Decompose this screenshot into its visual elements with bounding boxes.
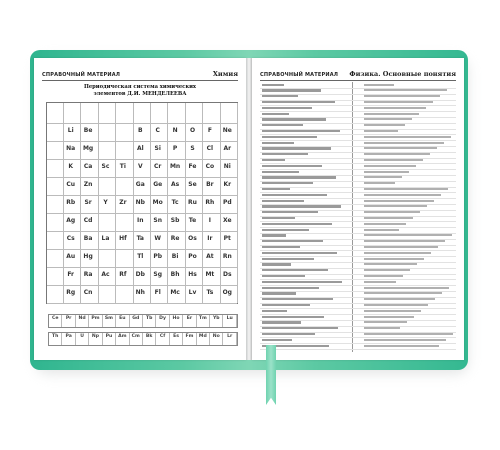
formula-text bbox=[262, 298, 333, 300]
element-symbol: Ga bbox=[135, 181, 145, 188]
formula-text bbox=[262, 339, 292, 341]
formula-description bbox=[364, 124, 405, 126]
formula-text bbox=[262, 182, 313, 184]
element-symbol: Os bbox=[188, 235, 197, 242]
element-symbol: Pr bbox=[62, 315, 75, 327]
element-symbol: Lv bbox=[188, 289, 197, 296]
element-symbol: Ne bbox=[222, 127, 232, 134]
element-symbol: F bbox=[207, 127, 212, 134]
formula-description bbox=[364, 200, 434, 202]
table-gridline bbox=[47, 249, 237, 250]
formula-text bbox=[262, 124, 303, 126]
table-gridline bbox=[47, 195, 237, 196]
element-symbol: Sb bbox=[170, 217, 180, 224]
element-symbol: Au bbox=[66, 253, 76, 260]
formula-description bbox=[364, 95, 440, 97]
element-symbol: Mc bbox=[170, 289, 180, 296]
element-symbol: Mo bbox=[152, 199, 163, 206]
element-symbol: Cn bbox=[83, 289, 93, 296]
formula-text bbox=[262, 130, 340, 132]
element-symbol: Li bbox=[67, 127, 74, 134]
element-symbol: W bbox=[154, 235, 161, 242]
formula-text bbox=[262, 153, 308, 155]
element-symbol: O bbox=[189, 127, 196, 134]
formula-text bbox=[262, 176, 336, 178]
formula-description bbox=[364, 142, 444, 144]
formula-description bbox=[364, 101, 433, 103]
formula-description bbox=[364, 118, 412, 120]
element-symbol: Th bbox=[49, 333, 62, 345]
table-gridline bbox=[47, 285, 237, 286]
element-symbol: Db bbox=[135, 271, 145, 278]
formula-text bbox=[262, 84, 284, 86]
element-symbol: Sm bbox=[103, 315, 116, 327]
element-symbol: Eu bbox=[116, 315, 129, 327]
element-symbol: Rn bbox=[222, 253, 232, 260]
element-symbol: S bbox=[190, 145, 195, 152]
element-symbol: Cr bbox=[154, 163, 162, 170]
formula-text bbox=[262, 136, 317, 138]
element-symbol: Ta bbox=[136, 235, 144, 242]
left-page bbox=[34, 58, 246, 360]
element-symbol: Pb bbox=[153, 253, 163, 260]
right-header-subject: Физика. Основные понятия bbox=[349, 70, 456, 78]
formula-text bbox=[262, 211, 318, 213]
formula-description bbox=[364, 275, 403, 277]
formula-text bbox=[262, 113, 289, 115]
lanthanides-row bbox=[48, 314, 238, 328]
formula-text bbox=[262, 281, 342, 283]
right-page-header bbox=[260, 66, 456, 81]
formula-description bbox=[364, 252, 431, 254]
element-symbol: Nd bbox=[76, 315, 89, 327]
element-symbol: Rf bbox=[119, 271, 127, 278]
element-symbol: Fm bbox=[183, 333, 196, 345]
actinides-row bbox=[48, 332, 238, 346]
element-symbol: Lu bbox=[223, 315, 236, 327]
table-gridline bbox=[47, 213, 237, 214]
formula-text bbox=[262, 217, 295, 219]
formula-description bbox=[364, 147, 437, 149]
formula-description bbox=[364, 345, 439, 347]
element-symbol: Ds bbox=[223, 271, 232, 278]
table-gridline bbox=[47, 303, 237, 304]
formula-text bbox=[262, 107, 312, 109]
formula-description bbox=[364, 310, 421, 312]
formula-text bbox=[262, 188, 290, 190]
formula-description bbox=[364, 292, 442, 294]
formula-text bbox=[262, 229, 309, 231]
right-header-label: СПРАВОЧНЫЙ МАТЕРИАЛ bbox=[260, 72, 339, 78]
formula-text bbox=[262, 223, 332, 225]
formula-description bbox=[364, 89, 447, 91]
formula-text bbox=[262, 263, 291, 265]
element-symbol: Ba bbox=[83, 235, 93, 242]
formula-description bbox=[364, 107, 426, 109]
element-symbol: Br bbox=[206, 181, 214, 188]
formula-description bbox=[364, 287, 449, 289]
element-symbol: Re bbox=[170, 235, 180, 242]
element-symbol: Pu bbox=[103, 333, 116, 345]
element-symbol: Lr bbox=[223, 333, 236, 345]
formula-description bbox=[364, 281, 396, 283]
element-symbol: B bbox=[138, 127, 143, 134]
formula-description bbox=[364, 153, 430, 155]
element-symbol: Ca bbox=[83, 163, 93, 170]
element-symbol: Cu bbox=[66, 181, 76, 188]
table-gridline bbox=[47, 159, 237, 160]
formula-text bbox=[262, 310, 287, 312]
element-symbol: Ar bbox=[223, 145, 232, 152]
formula-text bbox=[262, 89, 321, 91]
formula-text bbox=[262, 258, 314, 260]
formula-text bbox=[262, 292, 296, 294]
element-symbol: Na bbox=[66, 145, 76, 152]
formula-text bbox=[262, 327, 338, 329]
element-symbol: Ac bbox=[101, 271, 110, 278]
element-symbol: Cm bbox=[130, 333, 143, 345]
element-symbol: Be bbox=[83, 127, 93, 134]
element-symbol: Bk bbox=[143, 333, 156, 345]
element-symbol: Fe bbox=[188, 163, 197, 170]
formula-description bbox=[364, 171, 409, 173]
element-symbol: Gd bbox=[130, 315, 143, 327]
formula-line bbox=[260, 343, 456, 350]
table-gridline bbox=[47, 177, 237, 178]
formula-description bbox=[364, 211, 420, 213]
element-symbol: Ts bbox=[206, 289, 214, 296]
right-page bbox=[252, 58, 464, 360]
formula-description bbox=[364, 333, 453, 335]
element-symbol: In bbox=[137, 217, 144, 224]
element-symbol: Rg bbox=[66, 289, 76, 296]
element-symbol: Yb bbox=[210, 315, 223, 327]
element-symbol: Ag bbox=[66, 217, 76, 224]
element-symbol: Dy bbox=[156, 315, 169, 327]
bookmark-ribbon bbox=[266, 345, 276, 405]
element-symbol: Mg bbox=[82, 145, 94, 152]
element-symbol: Rb bbox=[66, 199, 76, 206]
formula-description bbox=[364, 159, 423, 161]
element-symbol: Bh bbox=[170, 271, 180, 278]
element-symbol: Sn bbox=[153, 217, 162, 224]
element-symbol: Sc bbox=[101, 163, 110, 170]
element-symbol: Fr bbox=[67, 271, 75, 278]
element-symbol: K bbox=[68, 163, 74, 170]
element-symbol: Tm bbox=[197, 315, 210, 327]
formula-description bbox=[364, 136, 451, 138]
element-symbol: Sg bbox=[153, 271, 162, 278]
element-symbol: Ra bbox=[83, 271, 93, 278]
element-symbol: Zn bbox=[83, 181, 93, 188]
formula-text bbox=[262, 147, 331, 149]
formula-description bbox=[364, 258, 424, 260]
formula-description bbox=[364, 234, 452, 236]
formula-description bbox=[364, 263, 417, 265]
formula-text bbox=[262, 246, 300, 248]
formula-text bbox=[262, 200, 304, 202]
formula-text bbox=[262, 333, 315, 335]
element-symbol: Bi bbox=[171, 253, 179, 260]
element-symbol: At bbox=[206, 253, 214, 260]
formula-description bbox=[364, 130, 398, 132]
element-symbol: Hg bbox=[83, 253, 93, 260]
element-symbol: Fl bbox=[154, 289, 161, 296]
formula-description bbox=[364, 246, 438, 248]
element-symbol: Hf bbox=[119, 235, 127, 242]
element-symbol: Se bbox=[188, 181, 197, 188]
formula-description bbox=[364, 165, 416, 167]
formula-description bbox=[364, 84, 394, 86]
element-symbol: Co bbox=[205, 163, 215, 170]
element-symbol: Sr bbox=[84, 199, 92, 206]
formula-description bbox=[364, 321, 407, 323]
formula-text bbox=[262, 304, 310, 306]
element-symbol: Nb bbox=[135, 199, 145, 206]
formula-text bbox=[262, 269, 328, 271]
table-gridline bbox=[47, 141, 237, 142]
formula-text bbox=[262, 316, 324, 318]
element-symbol: Cl bbox=[206, 145, 214, 152]
formula-text bbox=[262, 321, 301, 323]
element-symbol: Tc bbox=[171, 199, 179, 206]
element-symbol: Ru bbox=[188, 199, 197, 206]
element-symbol: I bbox=[208, 217, 211, 224]
left-header-label: СПРАВОЧНЫЙ МАТЕРИАЛ bbox=[42, 72, 121, 78]
formula-description bbox=[364, 229, 399, 231]
table-gridline bbox=[47, 123, 237, 124]
formula-description bbox=[364, 240, 445, 242]
formula-description bbox=[364, 327, 400, 329]
formula-text bbox=[262, 287, 319, 289]
element-symbol: Cf bbox=[156, 333, 169, 345]
element-symbol: Pd bbox=[222, 199, 232, 206]
formula-text bbox=[262, 171, 299, 173]
element-symbol: Ir bbox=[207, 235, 213, 242]
periodic-table-title bbox=[54, 84, 226, 98]
formula-text bbox=[262, 234, 286, 236]
formula-text bbox=[262, 275, 305, 277]
element-symbol: Rh bbox=[205, 199, 215, 206]
element-symbol: Md bbox=[197, 333, 210, 345]
element-symbol: Mn bbox=[169, 163, 181, 170]
table-gridline bbox=[237, 103, 238, 303]
formula-description bbox=[364, 316, 414, 318]
element-symbol: Am bbox=[116, 333, 129, 345]
element-symbol: Al bbox=[136, 145, 144, 152]
formula-description bbox=[364, 194, 441, 196]
formula-description bbox=[364, 182, 395, 184]
element-symbol: Hs bbox=[188, 271, 197, 278]
element-symbol: Mt bbox=[205, 271, 215, 278]
formula-description bbox=[364, 113, 419, 115]
element-symbol: Pm bbox=[89, 315, 102, 327]
element-symbol: Ho bbox=[170, 315, 183, 327]
element-symbol: Pa bbox=[62, 333, 75, 345]
element-symbol: Zr bbox=[119, 199, 127, 206]
element-symbol: Cs bbox=[66, 235, 75, 242]
element-symbol: Xe bbox=[223, 217, 232, 224]
element-symbol: U bbox=[76, 333, 89, 345]
formula-description bbox=[364, 188, 448, 190]
formula-text bbox=[262, 194, 327, 196]
periodic-title-line-1: Периодическая система химических bbox=[83, 84, 197, 90]
formula-text bbox=[262, 95, 298, 97]
element-symbol: Ge bbox=[153, 181, 163, 188]
element-symbol: C bbox=[155, 127, 160, 134]
element-symbol: Nh bbox=[135, 289, 145, 296]
left-header-subject: Химия bbox=[212, 70, 238, 78]
element-symbol: Ti bbox=[119, 163, 126, 170]
element-symbol: N bbox=[172, 127, 178, 134]
formula-description bbox=[364, 298, 435, 300]
element-symbol: Po bbox=[188, 253, 197, 260]
element-symbol: Og bbox=[222, 289, 232, 296]
periodic-table bbox=[46, 102, 238, 304]
element-symbol: Er bbox=[183, 315, 196, 327]
formula-text bbox=[262, 118, 326, 120]
element-symbol: La bbox=[101, 235, 110, 242]
element-symbol: Tl bbox=[137, 253, 144, 260]
element-symbol: Si bbox=[154, 145, 161, 152]
formula-description bbox=[364, 176, 402, 178]
element-symbol: Kr bbox=[223, 181, 232, 188]
element-symbol: Np bbox=[89, 333, 102, 345]
element-symbol: Te bbox=[188, 217, 197, 224]
formula-text bbox=[262, 159, 285, 161]
formula-text bbox=[262, 205, 341, 207]
left-page-header bbox=[42, 66, 238, 81]
element-symbol: V bbox=[137, 163, 143, 170]
element-symbol: Tb bbox=[143, 315, 156, 327]
formula-text bbox=[262, 252, 337, 254]
element-symbol: Ce bbox=[49, 315, 62, 327]
element-symbol: Y bbox=[103, 199, 108, 206]
formula-description bbox=[364, 217, 413, 219]
periodic-title-line-2: элементов Д.И. МЕНДЕЛЕЕВА bbox=[93, 91, 187, 97]
formula-text bbox=[262, 101, 335, 103]
formula-description bbox=[364, 269, 410, 271]
formula-description bbox=[364, 205, 427, 207]
element-symbol: Es bbox=[170, 333, 183, 345]
formula-description bbox=[364, 223, 406, 225]
formula-text bbox=[262, 240, 323, 242]
element-symbol: P bbox=[172, 145, 178, 152]
element-symbol: Ni bbox=[223, 163, 231, 170]
formula-text bbox=[262, 142, 294, 144]
table-gridline bbox=[47, 231, 237, 232]
formula-description bbox=[364, 304, 428, 306]
element-symbol: Pt bbox=[223, 235, 231, 242]
element-symbol: As bbox=[170, 181, 180, 188]
element-symbol: No bbox=[210, 333, 223, 345]
formula-description bbox=[364, 339, 446, 341]
table-gridline bbox=[47, 267, 237, 268]
formula-text bbox=[262, 165, 322, 167]
element-symbol: Cd bbox=[83, 217, 93, 224]
